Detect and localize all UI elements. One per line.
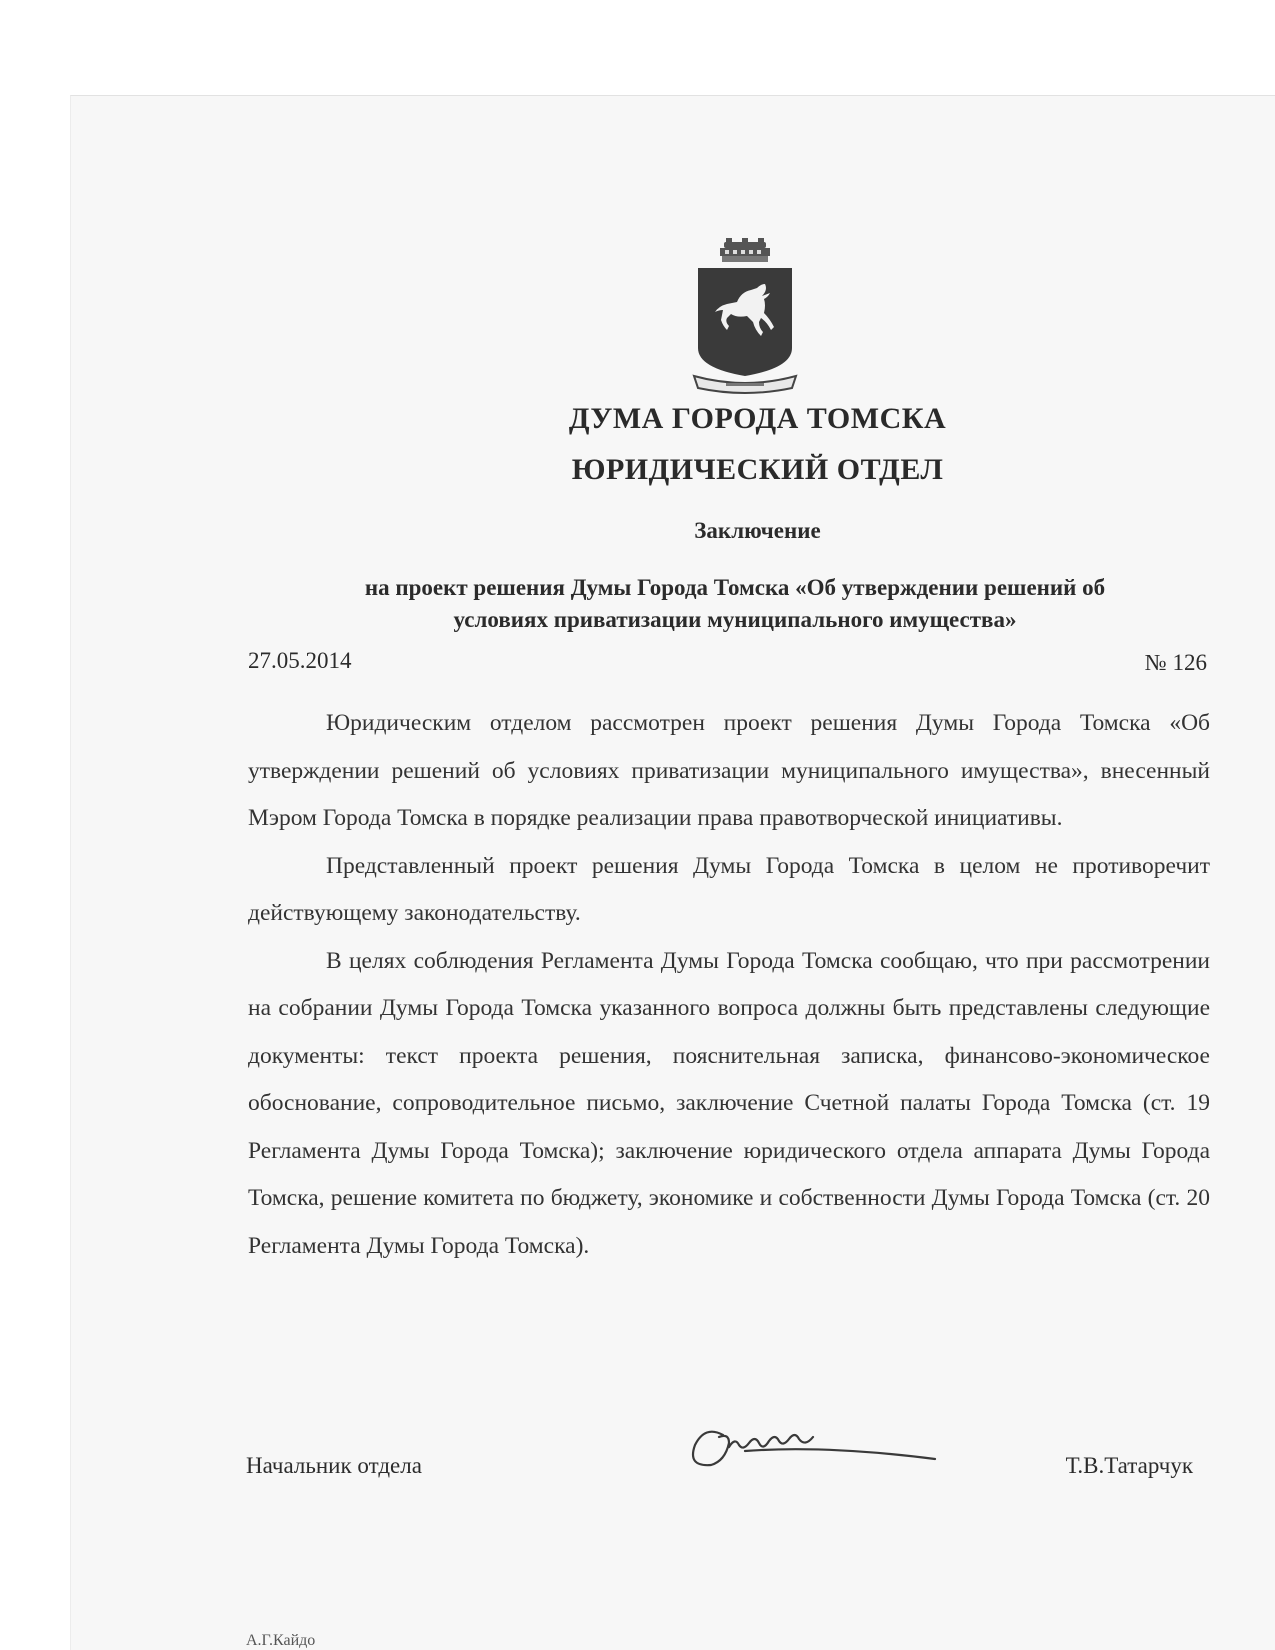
tomsk-coat-of-arms-icon <box>690 238 800 398</box>
document-type: Заключение <box>694 518 821 543</box>
handwritten-signature <box>685 1415 945 1485</box>
document-subject <box>270 572 1200 636</box>
signer-name: Т.В.Татарчук <box>1065 1453 1193 1478</box>
body-paragraph-2: Представленный проект решения Думы Города Томска в целом не противоречит действующему законодательству. <box>248 852 1210 926</box>
executor-initials: А.Г.Кайдо <box>246 1632 316 1649</box>
organization-name: ДУМА ГОРОДА ТОМСКА <box>568 402 947 435</box>
subject-line-2: условиях приватизации муниципального имущества» <box>453 607 1017 632</box>
document-date: 27.05.2014 <box>248 648 352 673</box>
subject-line-1: на проект решения Думы Города Томска «Об утверждении решений об <box>364 575 1106 600</box>
signer-position: Начальник отдела <box>246 1453 422 1478</box>
body-paragraph-3: В целях соблюдения Регламента Думы Города Томска сообщаю, что при рассмотрении на собрании Думы Города Томска указанного вопроса должны быть представлены следующие документы: текст проекта решения, пояснительная записка, финансово-экономическое обоснование, сопроводительное письмо, заключение Счетной палаты Города Томска (ст. 19 Регламента Думы Города Томска); заключение юридического отдела аппарата Думы Города Томска, решение комитета по бюджету, экономике и собственности Думы Города Томска (ст. 20 Регламента Думы Города Томска). <box>248 947 1210 1259</box>
body-paragraph-1: Юридическим отделом рассмотрен проект решения Думы Города Томска «Об утверждении решений об условиях приватизации муниципального имущества», внесенный Мэром Города Томска в порядке реализации права правотворческой инициативы. <box>248 710 1210 831</box>
document-number: № 126 <box>1144 650 1207 675</box>
document-body <box>248 700 1210 1270</box>
department-name: ЮРИДИЧЕСКИЙ ОТДЕЛ <box>571 453 944 486</box>
